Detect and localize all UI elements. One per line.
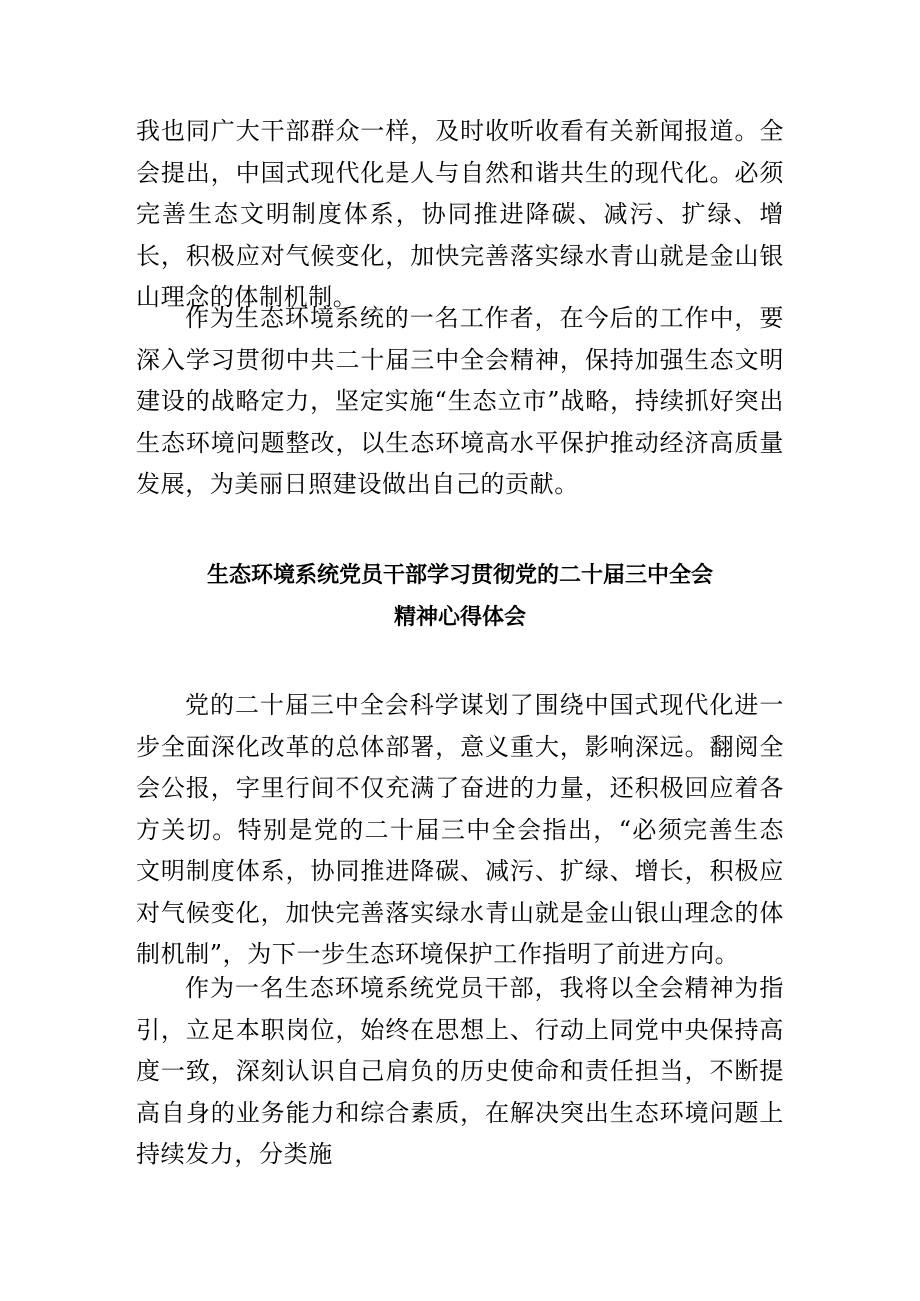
paragraph: 党的二十届三中全会科学谋划了围绕中国式现代化进一步全面深化改革的总体部署，意义重大，影响深远。翻阅全会公报，字里行间不仅充满了奋进的力量，还积极回应着各方关切。特别是党的二十届三中全会指出，“必须完善生态文明制度体系，协同推进降碳、减污、扩绿、增长，积极应对气候变化，加快完善落实绿水青山就是金山银山理念的体制机制”，为下一步生态环境保护工作指明了前进方向。: [136, 691, 784, 968]
article-title-line-1: 生态环境系统党员干部学习贯彻党的二十届三中全会: [206, 563, 713, 588]
paragraph-continuation: 我也同广大干部群众一样，及时收听收看有关新闻报道。全会提出，中国式现代化是人与自然和谐共生的现代化。必须完善生态文明制度体系，协同推进降碳、减污、扩绿、增长，积极应对气候变化，加快完善落实绿水青山就是金山银山理念的体制机制。: [136, 117, 784, 311]
article-title-line-2: 精神心得体会: [393, 605, 526, 630]
paragraph: 作为一名生态环境系统党员干部，我将以全会精神为指引，立足本职岗位，始终在思想上、行动上同党中央保持高度一致，深刻认识自己肩负的历史使命和责任担当，不断提高自身的业务能力和综合素质，在解决突出生态环境问题上持续发力，分类施: [136, 974, 784, 1168]
paragraph: 作为生态环境系统的一名工作者，在今后的工作中，要深入学习贯彻中共二十届三中全会精神，保持加强生态文明建设的战略定力，坚定实施“生态立市”战略，持续抓好突出生态环境问题整改，以生态环境高水平保护推动经济高质量发展，为美丽日照建设做出自己的贡献。: [136, 304, 784, 498]
